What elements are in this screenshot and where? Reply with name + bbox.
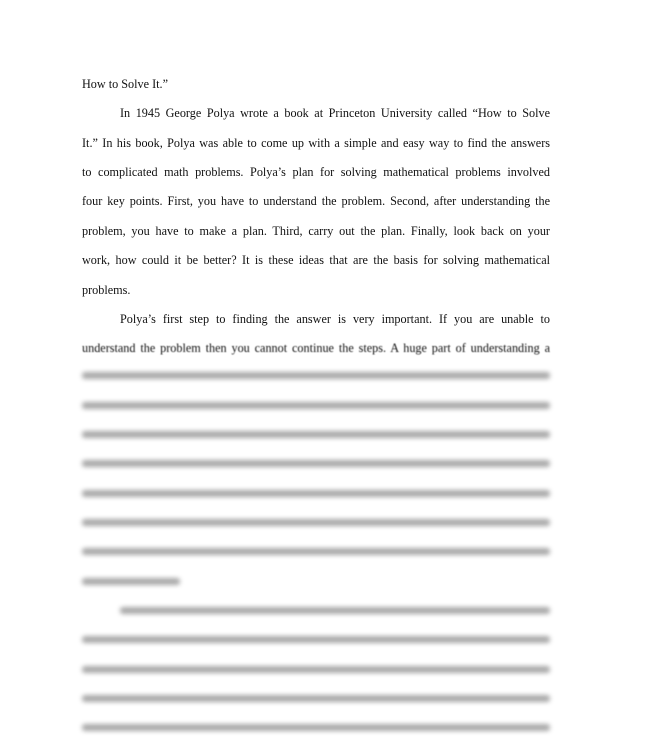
text-line: problem, you have to make a plan. Third, carry out the plan. Finally, look back on your: [82, 224, 550, 238]
text-line: In 1945 George Polya wrote a book at Princeton University called “How to Solve: [120, 106, 550, 120]
text-line: It.” In his book, Polya was able to come up with a simple and easy way to find the answers: [82, 136, 550, 150]
text-line: problems.: [82, 283, 131, 297]
text-line: four key points. First, you have to understand the problem. Second, after understanding the: [82, 194, 550, 208]
text-line: understand the problem then you cannot continue the steps. A huge part of understanding a: [82, 341, 550, 355]
blurred-text-region: [0, 332, 650, 750]
text-line: work, how could it be better? It is these ideas that are the basis for solving mathematical: [82, 253, 550, 267]
text-line: Polya’s first step to finding the answer is very important. If you are unable to: [120, 312, 550, 326]
text-line: to complicated math problems. Polya’s plan for solving mathematical problems involved: [82, 165, 550, 179]
text-line: How to Solve It.”: [82, 77, 168, 91]
